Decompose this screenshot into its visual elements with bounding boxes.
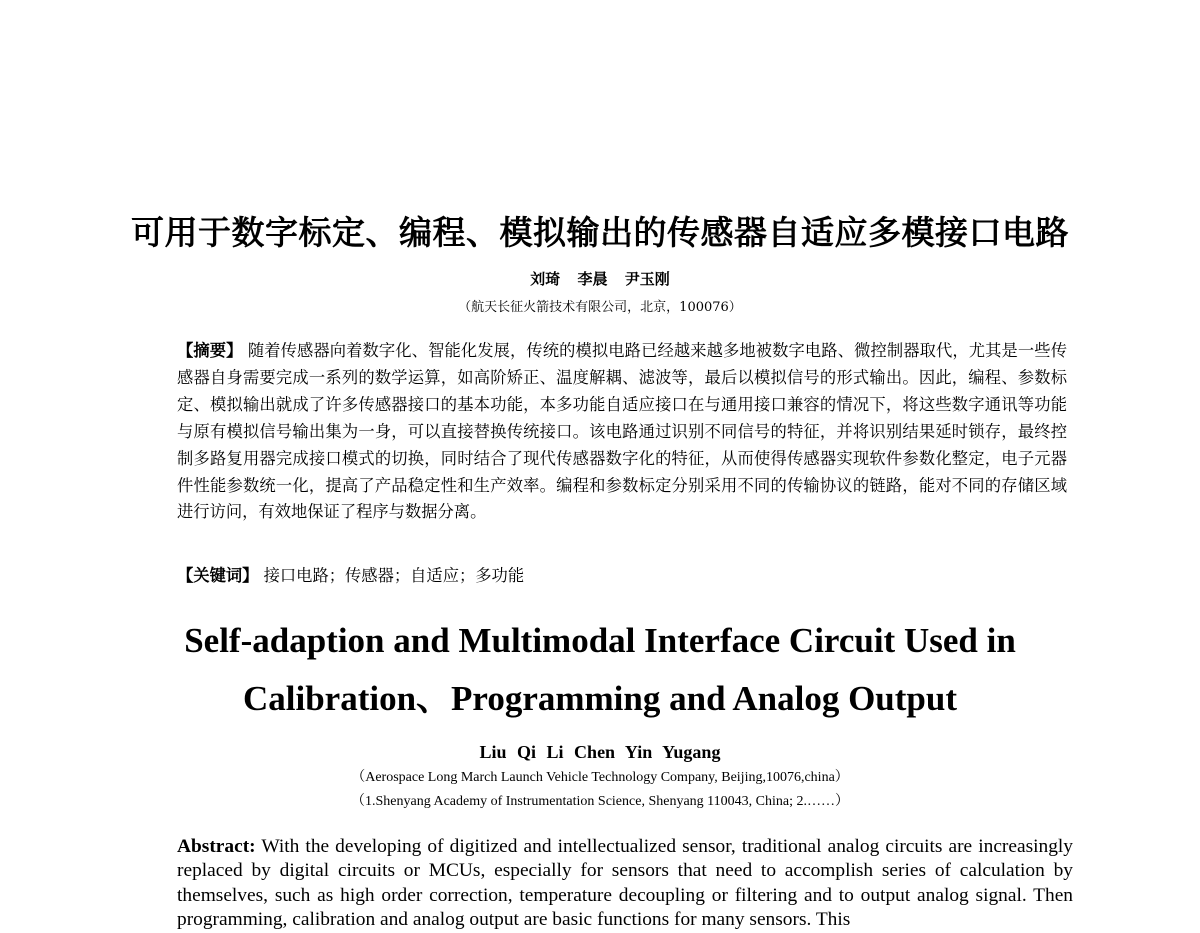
chinese-affiliation: （航天长征火箭技术有限公司，北京，100076） (458, 300, 742, 315)
chinese-abstract (177, 338, 1067, 526)
chinese-title: 可用于数字标定、编程、模拟输出的传感器自适应多模接口电路 (131, 213, 1069, 252)
english-title-line-2: Calibration、Programming and Analog Output (242, 679, 958, 718)
english-abstract (177, 835, 1073, 933)
english-title-line-1: Self-adaption and Multimodal Interface Circuit Used in (184, 621, 1016, 660)
english-abstract-label: Abstract: (177, 836, 256, 857)
chinese-authors: 刘琦 李晨 尹玉刚 (530, 270, 670, 288)
chinese-abstract-label: 【摘要】 (177, 341, 243, 360)
english-authors: Liu Qi Li Chen Yin Yugang (479, 742, 721, 762)
chinese-keywords (177, 562, 1067, 589)
chinese-keywords-label: 【关键词】 (177, 566, 259, 585)
chinese-keywords-text: 接口电路；传感器；自适应；多功能 (263, 566, 525, 585)
chinese-abstract-text: 随着传感器向着数字化、智能化发展，传统的模拟电路已经越来越多地被数字电路、微控制器取代，尤其是一些传感器自身需要完成一系列的数学运算，如高阶矫正、温度解耦、滤波等，最后以模拟信号的形式输出。因此，编程、参数标定、模拟输出就成了许多传感器接口的基本功能，本多功能自适应接口在与通用接口兼容的情况下，将这些数字通讯等功能与原有模拟信号输出集为一身，可以直接替换传统接口。该电路通过识别不同信号的特征，并将识别结果延时锁存，最终控制多路复用器完成接口模式的切换，同时结合了现代传感器数字化的特征，从而使得传感器实现软件参数化整定，电子元器件性能参数统一化，提高了产品稳定性和生产效率。编程和参数标定分别采用不同的传输协议的链路，能对不同的存储区域进行访问，有效地保证了程序与数据分离。 (177, 341, 1067, 522)
english-affiliation-2: （1.Shenyang Academy of Instrumentation Science, Shenyang 110043, China; 2.……） (351, 794, 849, 809)
english-affiliation-1: （Aerospace Long March Launch Vehicle Technology Company, Beijing,10076,china） (351, 770, 849, 785)
english-title (0, 612, 1200, 728)
english-abstract-text: With the developing of digitized and intellectualized sensor, traditional analog circuits are increasingly replaced by digital circuits or MCUs, especially for sensors that need to accomplish series of calculation by themselves, such as high order correction, temperature decoupling or filtering and to output analog signal. Then programming, calibration and analog output are basic functions for many sensors. This (177, 836, 1073, 931)
